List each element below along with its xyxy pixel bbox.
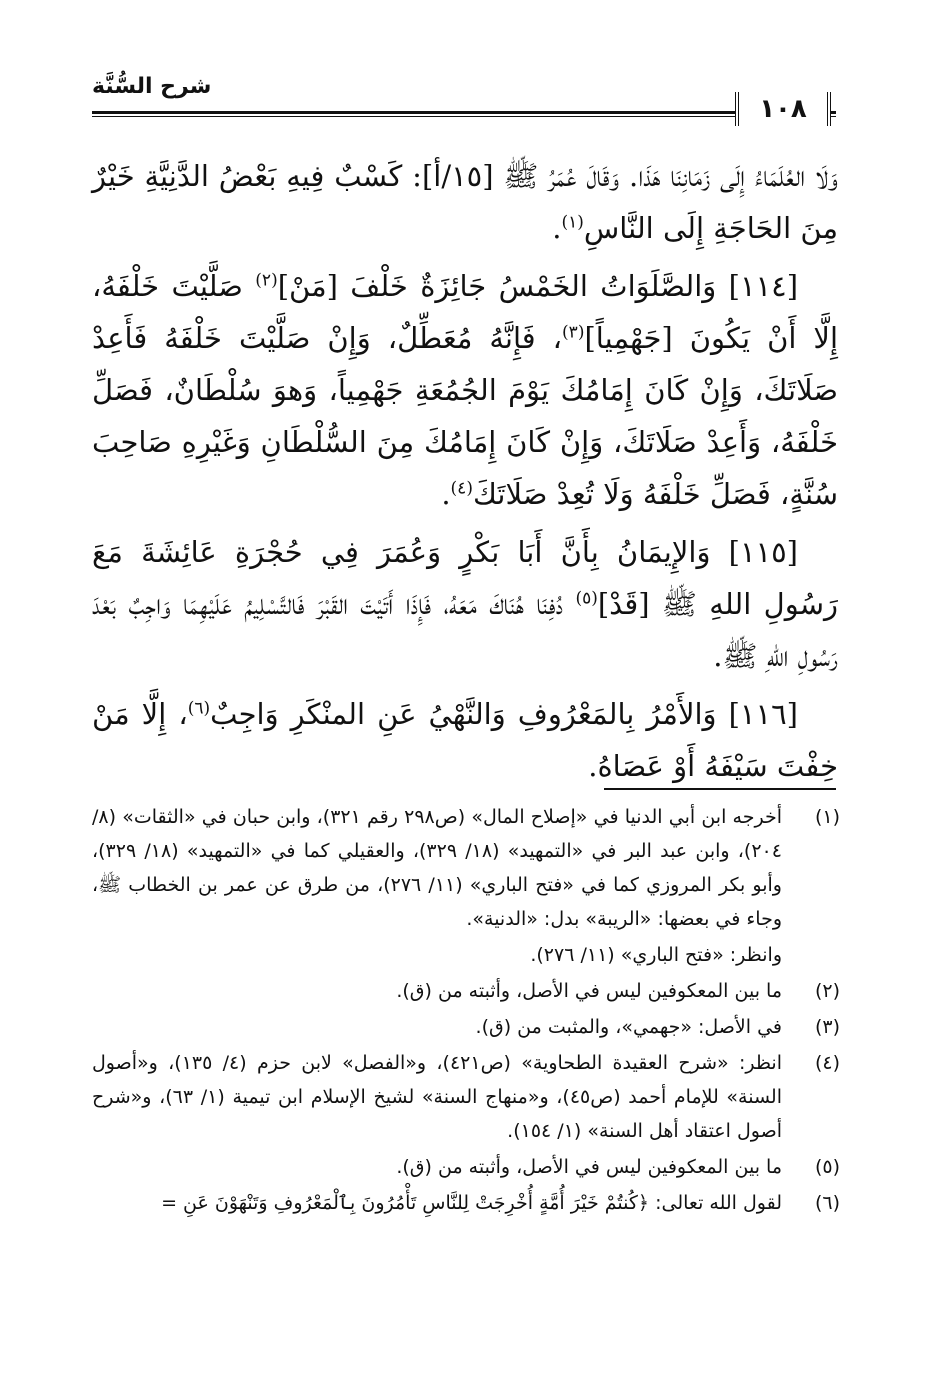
main-text — [92, 150, 838, 798]
paragraph-116: [١١٦] وَالأَمْرُ بِالمَعْرُوفِ وَالنَّهْيُ عَنِ المنْكَرِ وَاجِبٌ$^{(٦)}$، إِلَّا مَنْ خِفْتَ سَيْفَهُ أَوْ عَصَاهُ. — [92, 697, 838, 783]
footnote-separator — [604, 788, 836, 790]
footnote-text: ما بين المعكوفين ليس في الأصل، وأثبته من (ق). — [396, 980, 782, 1002]
footnote-mark: (١) — [814, 806, 840, 828]
footnotes — [92, 800, 840, 1222]
paragraph-115: [١١٥] وَالإِيمَانُ بِأَنَّ أَبَا بَكْرٍ وَعُمَرَ فِي حُجْرَةِ عَائِشَةَ مَعَ رَسُولِ اللهِ ﷺ [قَدْ]$^{(٥)}$ دُفِنَا هُنَاكَ مَعَهُ، فَإِذَا أَتَيْتَ القَبْرَ فَالتَّسْلِيمُ عَلَيْهِمَا وَاجِبٌ بَعْدَ رَسُولِ اللهِ ﷺ. — [92, 535, 838, 673]
footnote-text: ما بين المعكوفين ليس في الأصل، وأثبته من (ق). — [396, 1156, 782, 1178]
footnote-ref: (٥) — [575, 588, 598, 609]
footnote-mark: (٢) — [814, 980, 840, 1002]
footnote-text: في الأصل: «جهمي»، والمثبت من (ق). — [475, 1016, 782, 1038]
footnote-item — [92, 800, 840, 936]
footnote-text: انظر: «شرح العقيدة الطحاوية» (ص٤٢١)، و«الفصل» لابن حزم (٤/ ١٣٥)، و«أصول السنة» للإمام أحمد (ص٤٥)، و«منهاج السنة» لشيخ الإسلام ابن تيمية (١/ ٦٣)، و«شرح أصول اعتقاد أهل السنة» (١/ ١٥٤). — [92, 1052, 782, 1142]
page-number: ١٠٨ — [735, 92, 831, 126]
footnote-item — [92, 974, 840, 1008]
footnote-text: أخرجه ابن أبي الدنيا في «إصلاح المال» (ص٢٩٨ رقم ٣٢١)، وابن حبان في «الثقات» (٨/ ٢٠٤)، وابن عبد البر في «التمهيد» (١٨/ ٣٢٩)، والعقيلي كما في «التمهيد» (١٨/ ٣٢٩)، وأبو بكر المروزي كما في «فتح الباري» (١١/ ٢٧٦)، من طرق عن عمر بن الخطاب ﷺ، وجاء في بعضها: «الريبة» بدل: «الدنية». — [92, 806, 783, 930]
footnote-mark: (٥) — [814, 1156, 840, 1178]
footnote-text: لقول الله تعالى: ﴿كُنتُمْ خَيْرَ أُمَّةٍ أُخْرِجَتْ لِلنَّاسِ تَأْمُرُونَ بِٱلْمَعْرُوفِ وَتَنْهَوْنَ عَنِ = — [161, 1192, 782, 1214]
paragraph: وَلَا العُلَمَاءُ إِلَى زَمَانِنَا هَذَا. وَقَالَ عُمَرُ ﷺ [١٥/أ]: كَسْبٌ فِيهِ بَعْضُ الدَّنِيَّةِ خَيْرٌ مِنَ الحَاجَةِ إِلَى النَّاسِ$^{(١)}$. — [92, 159, 838, 245]
footnote-ref: (٦) — [187, 698, 211, 719]
footnote-ref: (٢) — [255, 270, 278, 291]
footnote-text: وانظر: «فتح الباري» (١١/ ٢٧٦). — [530, 944, 782, 966]
paragraph-114: [١١٤] وَالصَّلَوَاتُ الخَمْسُ جَائِزَةٌ خَلْفَ [مَنْ]$^{(٢)}$ صَلَّيْتَ خَلْفَهُ، إِلَّا أَنْ يَكُونَ [جَهْمِياً]$^{(٣)}$، فَإِنَّهُ مُعَطِّلٌ، وَإِنْ صَلَّيْتَ خَلْفَهُ فَأَعِدْ صَلَاتَكَ، وَإِنْ كَانَ إِمَامُكَ يَوْمَ الجُمُعَةِ جَهْمِياً، وَهوَ سُلْطَانٌ، فَصَلِّ خَلْفَهُ، وَأَعِدْ صَلَاتَكَ، وَإِنْ كَانَ إِمَامُكَ مِنَ السُّلْطَانِ وَغَيْرِهِ صَاحِبَ سُنَّةٍ، فَصَلِّ خَلْفَهُ وَلَا تُعِدْ صَلَاتَكَ$^{(٤)}$. — [92, 269, 839, 511]
footnote-ref: (٣) — [562, 322, 585, 343]
header-rule — [92, 111, 836, 114]
footnote-mark — [782, 938, 840, 972]
footnote-mark: (٤) — [814, 1052, 840, 1074]
header-rule-thin — [92, 116, 836, 117]
footnote-item — [92, 1010, 840, 1044]
running-header-title: شرح السُّنَّة — [92, 74, 212, 99]
footnote-item — [92, 938, 840, 972]
footnote-item — [92, 1150, 840, 1184]
footnote-mark: (٦) — [814, 1192, 840, 1214]
footnote-item — [92, 1046, 840, 1148]
footnote-ref: (٤) — [450, 478, 473, 499]
footnote-mark: (٣) — [814, 1016, 840, 1038]
footnote-item — [92, 1186, 840, 1220]
footnote-ref: (١) — [561, 212, 584, 233]
